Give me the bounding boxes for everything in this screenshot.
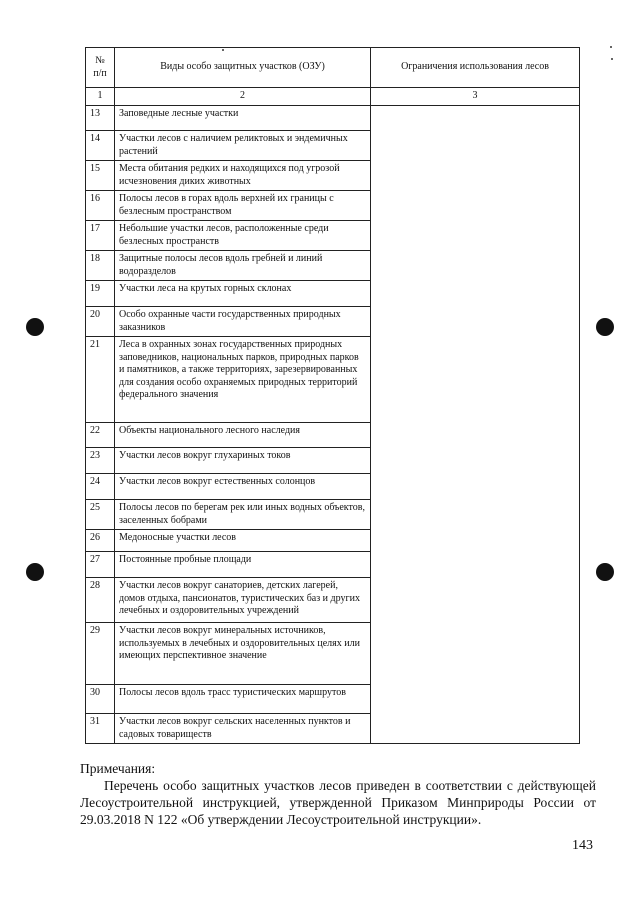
row-number: 26 [86,530,115,552]
row-number: 25 [86,500,115,530]
row-text: Объекты национального лесного наследия [115,423,371,448]
scan-speck [610,46,612,48]
table-row [86,106,580,131]
punch-hole-right-top [596,318,614,336]
column-index: 2 [115,88,371,106]
row-number: 18 [86,251,115,281]
row-number: 24 [86,474,115,500]
row-text: Участки лесов вокруг сельских населенных пунктов и садовых товариществ [115,714,371,744]
notes-section [80,760,596,828]
row-number: 30 [86,685,115,714]
row-number: 31 [86,714,115,744]
row-number: 14 [86,131,115,161]
row-text: Участки лесов вокруг минеральных источников, используемых в лечебных и оздоровительных целях или имеющих перспективное значение [115,623,371,685]
page-number: 143 [572,838,593,853]
row-number: 23 [86,448,115,474]
row-text: Участки лесов вокруг естественных солонцов [115,474,371,500]
restrictions-cell [371,106,580,744]
row-number: 15 [86,161,115,191]
row-text: Участки лесов вокруг глухариных токов [115,448,371,474]
scan-speck [611,58,613,60]
punch-hole-right-bottom [596,563,614,581]
punch-hole-left-top [26,318,44,336]
header-types: Виды особо защитных участков (ОЗУ) [115,48,371,88]
row-number: 21 [86,337,115,423]
column-index-row [86,88,580,106]
row-number: 20 [86,307,115,337]
row-text: Заповедные лесные участки [115,106,371,131]
row-text: Полосы лесов по берегам рек или иных водных объектов, заселенных бобрами [115,500,371,530]
notes-body: Перечень особо защитных участков лесов приведен в соответствии с действующей Лесоустроительной инструкцией, утвержденной Приказом Минприроды России от 29.03.2018 N 122 «Об утверждении Лесоустроительной инструкции». [80,778,596,827]
row-text: Медоносные участки лесов [115,530,371,552]
notes-title: Примечания: [80,761,156,776]
punch-hole-left-bottom [26,563,44,581]
row-text: Защитные полосы лесов вдоль гребней и линий водоразделов [115,251,371,281]
row-number: 29 [86,623,115,685]
row-number: 17 [86,221,115,251]
row-text: Участки лесов с наличием реликтовых и эндемичных растений [115,131,371,161]
row-text: Полосы лесов вдоль трасс туристических маршрутов [115,685,371,714]
column-index: 3 [371,88,580,106]
row-number: 27 [86,552,115,578]
row-number: 22 [86,423,115,448]
row-number: 28 [86,578,115,623]
header-num: № п/п [86,48,115,88]
header-restrictions: Ограничения использования лесов [371,48,580,88]
protected-areas-table [85,47,580,744]
row-text: Участки леса на крутых горных склонах [115,281,371,307]
row-number: 16 [86,191,115,221]
row-text: Небольшие участки лесов, расположенные среди безлесных пространств [115,221,371,251]
row-text: Полосы лесов в горах вдоль верхней их границы с безлесным пространством [115,191,371,221]
row-text: Леса в охранных зонах государственных природных заповедников, национальных парков, природных парков и памятников, а также территориях, зарезервированных для создания особо охраняемых природных территорий федерального значения [115,337,371,423]
column-index: 1 [86,88,115,106]
row-text: Постоянные пробные площади [115,552,371,578]
row-text: Особо охранные части государственных природных заказников [115,307,371,337]
table-header-row [86,48,580,88]
row-text: Места обитания редких и находящихся под угрозой исчезновения диких животных [115,161,371,191]
row-text: Участки лесов вокруг санаториев, детских лагерей, домов отдыха, пансионатов, туристических баз и других лечебных и оздоровительных учреждений [115,578,371,623]
row-number: 13 [86,106,115,131]
row-number: 19 [86,281,115,307]
